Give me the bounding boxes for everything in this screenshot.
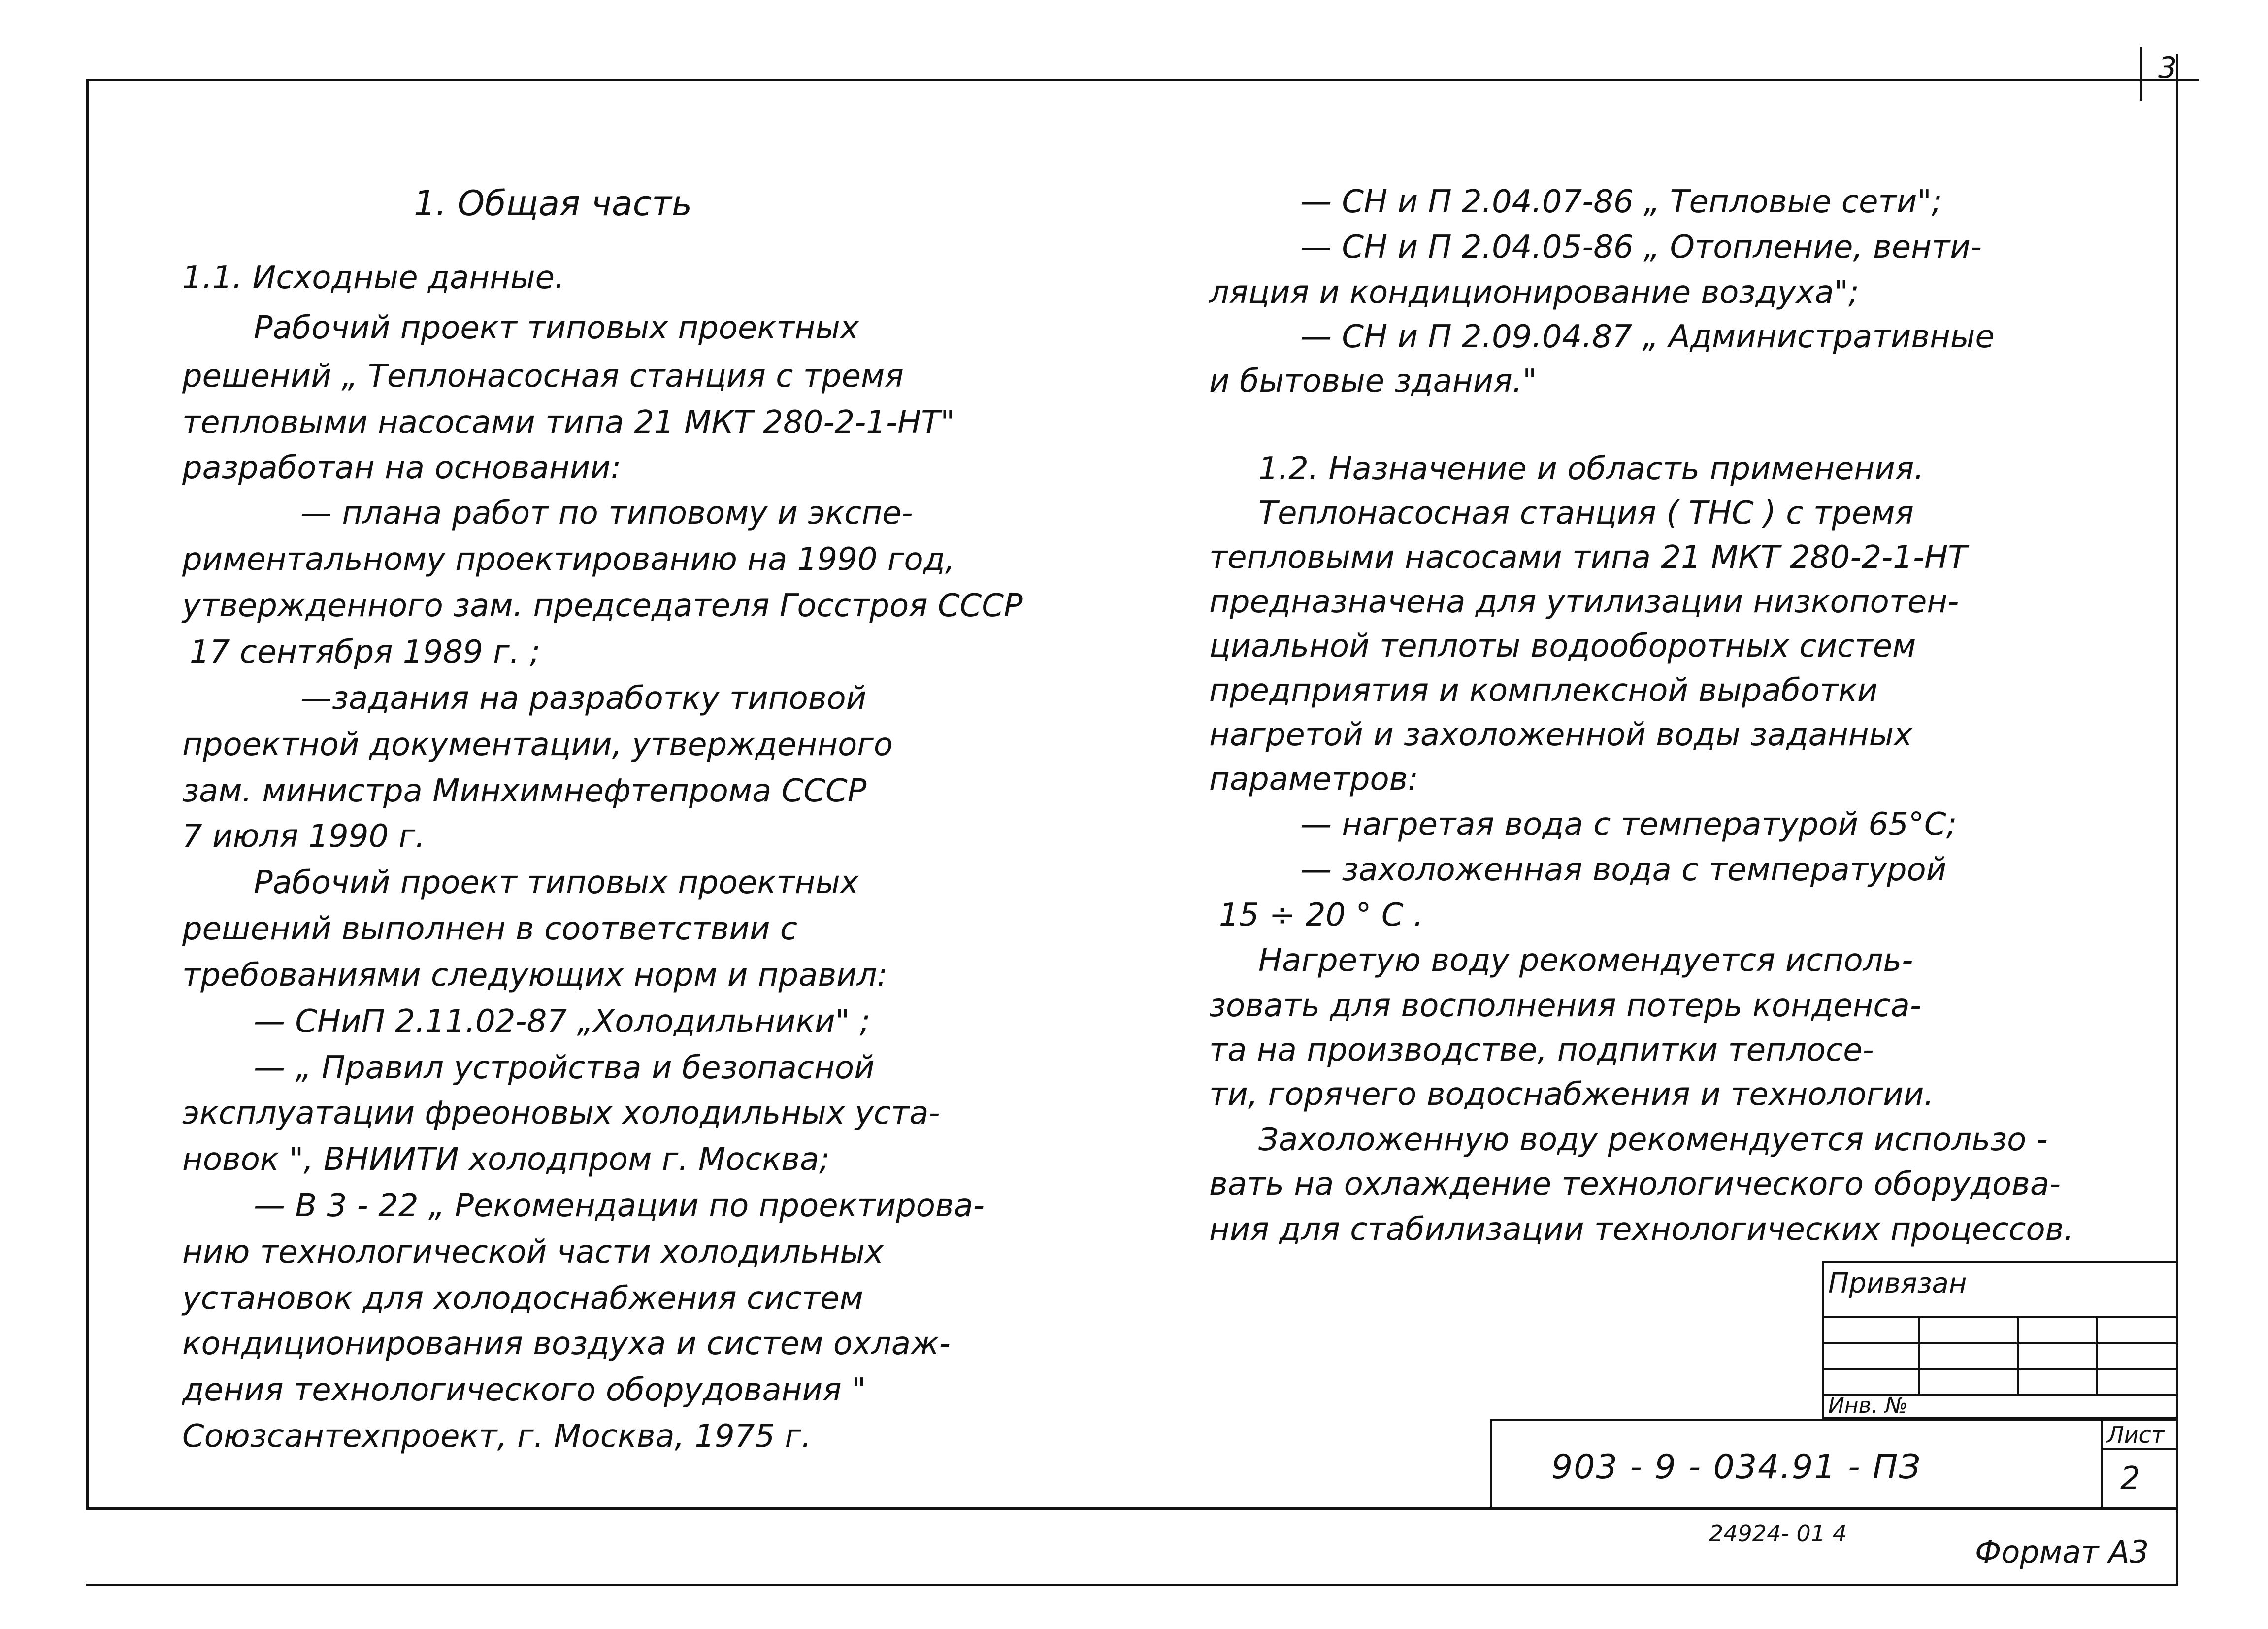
left-line-14: Рабочий проект типовых проектных <box>254 864 859 901</box>
right-line-17: 15 ÷ 20 ° С . <box>1219 897 1424 933</box>
right-line-13: нагретой и захоложенной воды заданных <box>1209 717 1912 753</box>
left-line-19: эксплуатации фреоновых холодильных уста- <box>182 1095 940 1131</box>
sheet-divider <box>2101 1419 2103 1510</box>
left-line-11: проектной документации, утвержденного <box>182 727 893 763</box>
left-line-21: — В 3 - 22 „ Рекомендации по проектирова- <box>254 1188 985 1224</box>
stamp-row-3 <box>1822 1368 2178 1370</box>
inv-label: Инв. № <box>1828 1393 1908 1418</box>
page-number: 3 <box>2158 51 2177 85</box>
right-line-1: — СН и П 2.04.07-86 „ Тепловые сети"; <box>1300 184 1942 220</box>
left-line-23: установок для холодоснабжения систем <box>182 1280 863 1317</box>
left-line-16: требованиями следующих норм и правил: <box>182 957 888 994</box>
left-line-7: риментальному проектированию на 1990 год, <box>182 541 955 578</box>
right-line-15: — нагретая вода с температурой 65°С; <box>1300 806 1957 843</box>
stamp-row-2 <box>1822 1342 2178 1344</box>
left-line-22: нию технологической части холодильных <box>182 1234 884 1270</box>
right-line-12: предприятия и комплексной выработки <box>1209 672 1878 709</box>
left-line-15: решений выполнен в соответствии с <box>182 911 797 947</box>
stamp-col-1 <box>1918 1316 1920 1394</box>
order-number: 24924- 01 4 <box>1709 1520 1847 1547</box>
right-line-2: — СН и П 2.04.05-86 „ Отопление, венти- <box>1300 229 1982 266</box>
left-line-2: Рабочий проект типовых проектных <box>254 310 859 346</box>
right-line-23: вать на охлаждение технологического оборудова- <box>1209 1166 2061 1202</box>
left-line-18: — „ Правил устройства и безопасной <box>254 1050 875 1086</box>
right-line-4: — СН и П 2.09.04.87 „ Административные <box>1300 319 1995 355</box>
left-line-5: разработан на основании: <box>182 450 622 486</box>
frame-left-line <box>86 79 89 1510</box>
left-line-17: — СНиП 2.11.02-87 „Холодильники" ; <box>254 1003 871 1040</box>
sheet-label: Лист <box>2107 1422 2165 1448</box>
left-line-3: решений „ Теплонасосная станция с тремя <box>182 358 904 395</box>
left-line-25: дения технологического оборудования " <box>182 1372 866 1408</box>
format-label: Формат А3 <box>1975 1534 2149 1570</box>
right-line-11: циальной теплоты водооборотных систем <box>1209 628 1916 665</box>
left-line-20: новок ", ВНИИТИ холодпром г. Москва; <box>182 1141 830 1178</box>
right-line-22: Захоложенную воду рекомендуется использо - <box>1258 1122 2048 1158</box>
right-line-14: параметров: <box>1209 761 1418 798</box>
right-line-18: Нагретую воду рекомендуется исполь- <box>1258 942 1913 979</box>
left-line-13: 7 июля 1990 г. <box>182 818 426 855</box>
right-line-10: предназначена для утилизации низкопотен- <box>1209 584 1959 620</box>
right-line-7: 1.2. Назначение и область применения. <box>1258 451 1924 487</box>
sheet-header-line <box>2101 1448 2178 1450</box>
right-line-21: ти, горячего водоснабжения и технологии. <box>1209 1076 1934 1113</box>
right-line-20: та на производстве, подпитки теплосе- <box>1209 1032 1874 1068</box>
left-line-24: кондиционирования воздуха и систем охлаж- <box>182 1326 951 1362</box>
page-number-divider <box>2140 47 2142 101</box>
left-line-8: утвержденного зам. председателя Госстроя СССР <box>182 588 1023 624</box>
right-line-3: ляция и кондиционирование воздуха"; <box>1209 274 1859 311</box>
right-line-16: — захоложенная вода с температурой <box>1300 852 1947 888</box>
section-title: 1. Общая часть <box>414 183 692 224</box>
right-line-5: и бытовые здания." <box>1209 363 1537 399</box>
left-line-10: —задания на разработку типовой <box>300 680 867 717</box>
privyazan-label: Привязан <box>1828 1267 1967 1299</box>
left-line-1: 1.1. Исходные данные. <box>182 260 565 296</box>
stamp-col-3 <box>2096 1316 2098 1394</box>
left-line-26: Союзсантехпроект, г. Москва, 1975 г. <box>182 1418 812 1455</box>
left-line-4: тепловыми насосами типа 21 МКТ 280-2-1-НТ" <box>182 404 955 441</box>
left-line-6: — плана работ по типовому и экспе- <box>300 495 913 532</box>
outer-bottom-line <box>86 1584 2178 1586</box>
stamp-row-1 <box>1822 1316 2178 1318</box>
stamp-col-2 <box>2017 1316 2019 1394</box>
left-line-9: 17 сентября 1989 г. ; <box>190 634 540 670</box>
sheet-number: 2 <box>2120 1461 2140 1497</box>
left-line-12: зам. министра Минхимнефтепрома СССР <box>182 773 867 809</box>
right-line-24: ния для стабилизации технологических процессов. <box>1209 1211 2074 1248</box>
right-line-19: зовать для восполнения потерь конденса- <box>1209 988 1921 1024</box>
right-line-9: тепловыми насосами типа 21 МКТ 280-2-1-НТ <box>1209 539 1968 576</box>
right-line-8: Теплонасосная станция ( ТНС ) с тремя <box>1258 495 1914 532</box>
frame-top-line <box>86 79 2199 81</box>
doc-code: 903 - 9 - 034.91 - ПЗ <box>1551 1448 1922 1487</box>
